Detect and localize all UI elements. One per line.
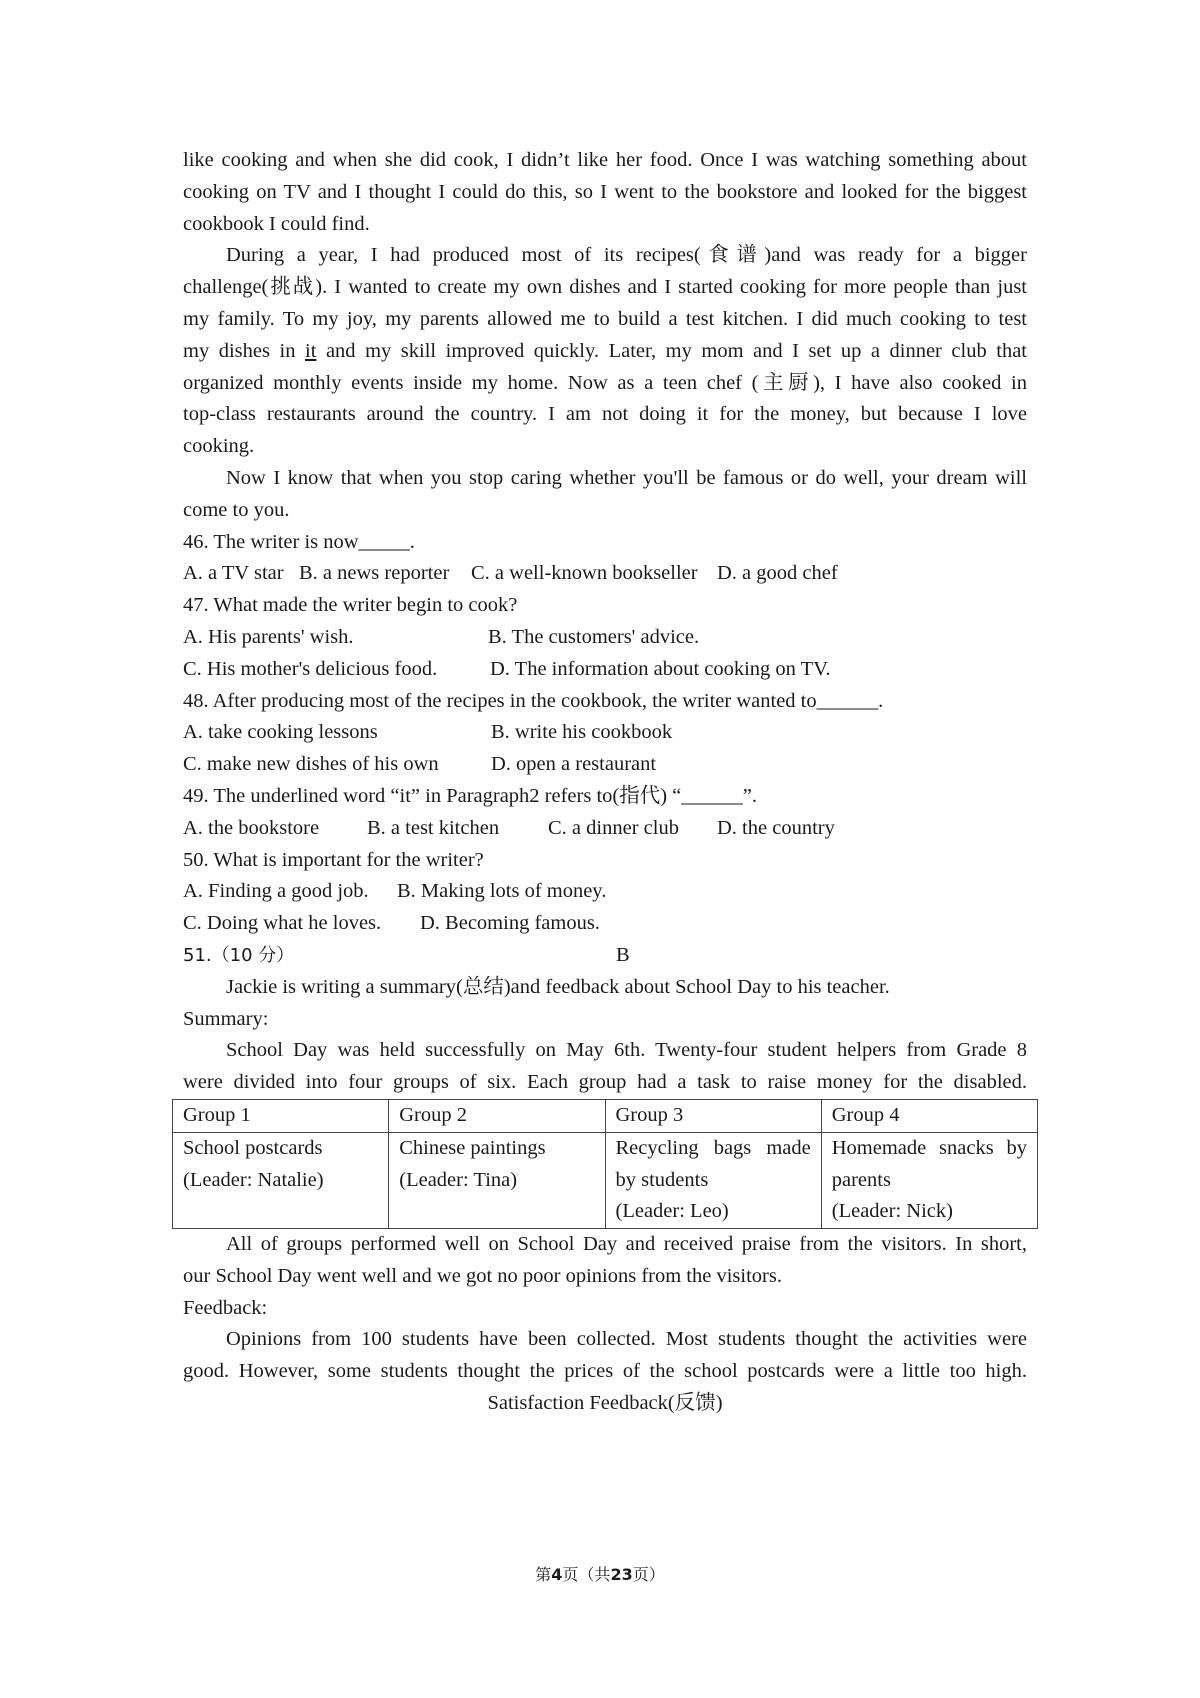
cell-line: Recycling bags made bbox=[615, 1136, 811, 1159]
table-cell bbox=[173, 1132, 389, 1228]
option-a: A. take cooking lessons bbox=[183, 721, 378, 744]
page-footer bbox=[0, 1562, 1200, 1585]
question-stem: 46. The writer is now_____. bbox=[183, 530, 415, 553]
text-line: Opinions from 100 students have been collected. Most students thought the activities were bbox=[226, 1328, 1027, 1351]
cell-line: (Leader: Tina) bbox=[399, 1168, 518, 1191]
section-51 bbox=[183, 940, 1027, 1420]
footer-text: 页（共 bbox=[562, 1565, 611, 1584]
question-stem: 49. The underlined word “it” in Paragraph2 refers to(指代) “______”. bbox=[183, 784, 758, 807]
question-46 bbox=[183, 527, 1027, 591]
option-d: D. open a restaurant bbox=[491, 753, 657, 776]
section-label: B bbox=[616, 943, 630, 966]
intro-line: Jackie is writing a summary(总结)and feedback about School Day to his teacher. bbox=[226, 975, 890, 998]
option-d: D. Becoming famous. bbox=[420, 912, 600, 935]
text-segment: and my skill improved quickly. Later, my mom and I set up a dinner club that bbox=[316, 339, 1027, 362]
question-47 bbox=[183, 590, 1027, 685]
text-line: Now I know that when you stop caring whether you'll be famous or do well, your dream will bbox=[226, 466, 1027, 489]
option-a: A. His parents' wish. bbox=[183, 625, 354, 648]
table-header-cell: Group 4 bbox=[821, 1099, 1037, 1132]
text-line: School Day was held successfully on May 6th. Twenty-four student helpers from Grade 8 bbox=[226, 1039, 1027, 1062]
table-row bbox=[173, 1132, 1038, 1228]
table-cell bbox=[605, 1132, 821, 1228]
cell-line: Chinese paintings bbox=[399, 1136, 546, 1159]
option-b: B. Making lots of money. bbox=[397, 880, 607, 903]
options-row bbox=[183, 654, 1027, 686]
text-line-with-underline bbox=[183, 336, 1027, 368]
cell-line: School postcards bbox=[183, 1136, 323, 1159]
option-a: A. the bookstore bbox=[183, 816, 320, 839]
option-a: A. Finding a good job. bbox=[183, 880, 369, 903]
options-row bbox=[183, 876, 1027, 908]
feedback-label: Feedback: bbox=[183, 1296, 268, 1319]
text-line: come to you. bbox=[183, 498, 290, 521]
chart-caption: Satisfaction Feedback(反馈) bbox=[487, 1392, 723, 1415]
paragraph-1 bbox=[183, 145, 1027, 240]
text-line: organized monthly events inside my home. Now as a teen chef (主厨), I have also cooked in bbox=[183, 371, 1027, 394]
table-header-cell: Group 1 bbox=[173, 1099, 389, 1132]
question-stem: 47. What made the writer begin to cook? bbox=[183, 594, 518, 617]
option-c: C. Doing what he loves. bbox=[183, 912, 382, 935]
option-b: B. a news reporter bbox=[299, 562, 450, 585]
footer-text: 页） bbox=[632, 1565, 665, 1584]
text-segment: my dishes in bbox=[183, 339, 305, 362]
options-row bbox=[183, 813, 1027, 845]
options-row bbox=[183, 749, 1027, 781]
paragraph-2 bbox=[183, 240, 1027, 463]
section-points: （10 分） bbox=[211, 944, 295, 966]
question-49 bbox=[183, 781, 1027, 845]
cell-line: parents bbox=[831, 1168, 891, 1191]
cell-line bbox=[183, 1196, 378, 1228]
options-row bbox=[183, 622, 1027, 654]
text-line: good. However, some students thought the prices of the school postcards were a little too high. bbox=[183, 1360, 1027, 1383]
footer-total-pages: 23 bbox=[610, 1565, 633, 1584]
footer-page-number: 4 bbox=[551, 1565, 563, 1584]
question-50 bbox=[183, 845, 1027, 940]
option-d: D. the country bbox=[717, 816, 835, 839]
text-line: like cooking and when she did cook, I didn’t like her food. Once I was watching something about bbox=[183, 149, 1027, 171]
text-line: our School Day went well and we got no poor opinions from the visitors. bbox=[183, 1264, 782, 1287]
cell-line: (Leader: Nick) bbox=[831, 1200, 953, 1223]
table-cell bbox=[389, 1132, 605, 1228]
document-page bbox=[183, 145, 1027, 1420]
table-header-cell: Group 2 bbox=[389, 1099, 605, 1132]
text-line: my family. To my joy, my parents allowed me to build a test kitchen. I did much cooking to test bbox=[183, 307, 1027, 330]
option-b: B. a test kitchen bbox=[367, 816, 500, 839]
text-line: top-class restaurants around the country. I am not doing it for the money, but because I love bbox=[183, 403, 1027, 426]
text-line: cooking. bbox=[183, 435, 255, 458]
underlined-word: it bbox=[305, 339, 317, 362]
cell-line bbox=[399, 1196, 594, 1228]
section-number: 51. bbox=[183, 944, 212, 966]
cell-line: (Leader: Natalie) bbox=[183, 1168, 324, 1191]
text-line: challenge(挑战). I wanted to create my own dishes and I started cooking for more people than just bbox=[183, 276, 1027, 299]
text-line: During a year, I had produced most of its recipes(食谱)and was ready for a bigger bbox=[226, 244, 1027, 267]
options-row bbox=[183, 558, 1027, 590]
cell-line: Homemade snacks by bbox=[831, 1136, 1027, 1159]
question-stem: 48. After producing most of the recipes in the cookbook, the writer wanted to______. bbox=[183, 689, 884, 712]
option-d: D. a good chef bbox=[717, 562, 838, 585]
options-row bbox=[183, 717, 1027, 749]
table-header-row bbox=[173, 1099, 1038, 1132]
text-line: All of groups performed well on School Day and received praise from the visitors. In short, bbox=[226, 1233, 1027, 1256]
option-d: D. The information about cooking on TV. bbox=[490, 657, 831, 680]
cell-line: by students bbox=[615, 1168, 709, 1191]
groups-table bbox=[172, 1099, 1038, 1229]
text-line: cookbook I could find. bbox=[183, 212, 370, 235]
option-b: B. The customers' advice. bbox=[488, 625, 700, 648]
option-b: B. write his cookbook bbox=[491, 721, 673, 744]
text-line: were divided into four groups of six. Each group had a task to raise money for the disabled. bbox=[183, 1071, 1027, 1094]
option-c: C. a well-known bookseller bbox=[471, 562, 698, 585]
option-a: A. a TV star bbox=[183, 562, 284, 585]
options-row bbox=[183, 908, 1027, 940]
option-c: C. make new dishes of his own bbox=[183, 753, 439, 776]
section-header bbox=[183, 940, 1027, 972]
table-header-cell: Group 3 bbox=[605, 1099, 821, 1132]
question-stem: 50. What is important for the writer? bbox=[183, 848, 484, 871]
text-line: cooking on TV and I thought I could do this, so I went to the bookstore and looked for the biggest bbox=[183, 180, 1027, 203]
paragraph-3 bbox=[183, 463, 1027, 527]
summary-label: Summary: bbox=[183, 1007, 269, 1030]
table-cell bbox=[821, 1132, 1037, 1228]
question-48 bbox=[183, 686, 1027, 781]
option-c: C. a dinner club bbox=[548, 816, 679, 839]
cell-line: (Leader: Leo) bbox=[615, 1200, 729, 1223]
footer-text: 第 bbox=[535, 1565, 552, 1584]
option-c: C. His mother's delicious food. bbox=[183, 657, 438, 680]
